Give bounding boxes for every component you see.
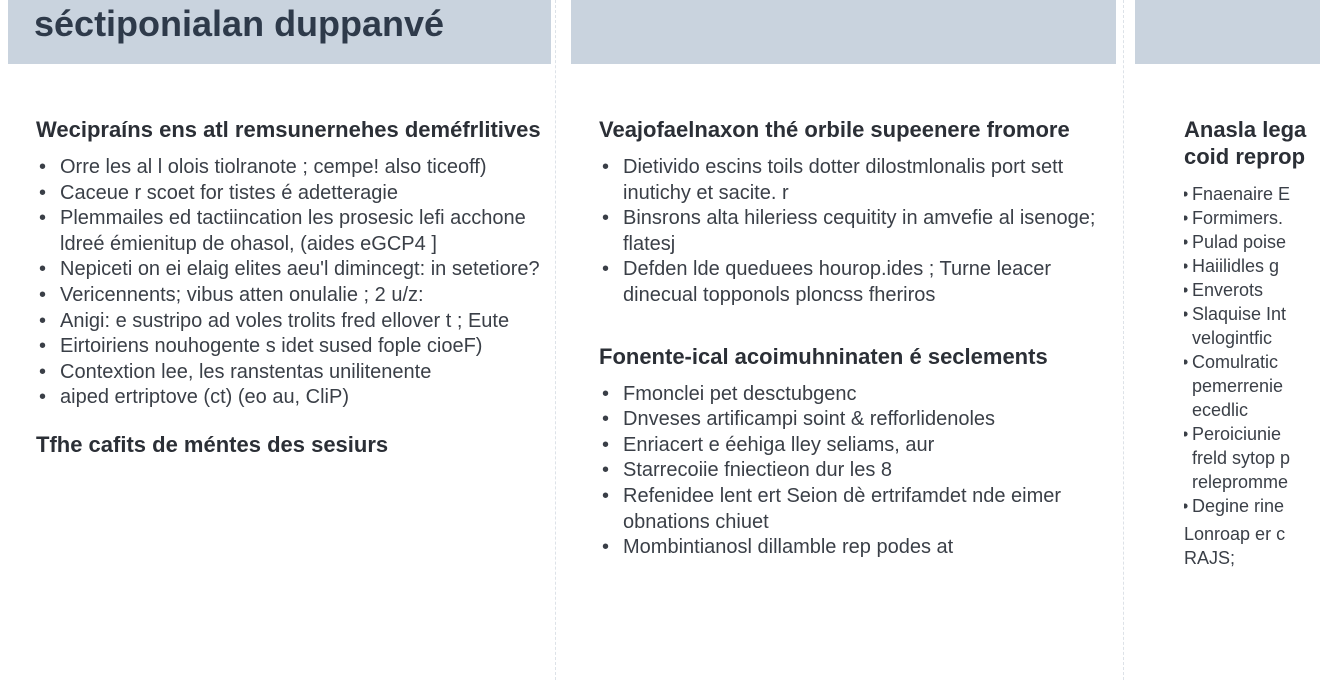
list-item: • Orre les al l olois tiolranote ; cempe! also ticeoff): [36, 155, 544, 181]
header-bar-right: [1135, 0, 1320, 64]
bullet-list: [36, 155, 544, 411]
list-item: • Fnaenaire E: [1184, 182, 1320, 206]
column-divider: [1123, 0, 1124, 680]
section-heading: Fonente-ical acoimuhninaten é seclements: [599, 343, 1048, 369]
list-item: • Vericennents; vibus atten onulalie ; 2 u/z:: [36, 283, 544, 309]
section: [599, 343, 1114, 561]
bullet-list: [599, 382, 1114, 561]
page-title: séctiponialan duppanvé: [34, 3, 445, 44]
list-item: • Eirtoiriens nouhogente s idet sused fople cioeF): [36, 334, 544, 360]
column-right: [1184, 116, 1320, 680]
list-item: • Slaquise Int velogintfic: [1184, 302, 1320, 350]
header-bar-middle: [571, 0, 1116, 64]
list-item: • Formimers.: [1184, 206, 1320, 230]
section: [36, 431, 544, 458]
list-item: • Enriacert e éehiga lley seliams, aur: [599, 433, 1114, 459]
section-heading: Wecipraíns ens atl remsunernehes deméfrlitives: [36, 117, 541, 142]
section-heading: Tfhe cafits de méntes des sesiurs: [36, 431, 389, 457]
section-heading: Veajofaelnaxon thé orbile supeenere fromore: [599, 117, 1070, 142]
list-item: • Plemmailes ed tactiincation les prosesic lefi acchone ldreé émienitup de ohasol, (aides eGCP4 ]: [36, 206, 544, 257]
bullet-list: [599, 155, 1114, 309]
list-item: • Dietivido escins toils dotter dilostmlonalis port sett inutichy et sacite. r: [599, 155, 1114, 206]
column-middle: [599, 116, 1114, 680]
list-item: • Fmonclei pet desctubgenc: [599, 382, 1114, 408]
list-item: • Nepiceti on ei elaig elites aeu'l dimincegt: in setetiore?: [36, 257, 544, 283]
list-item: • Contextion lee, les ranstentas unilitenente: [36, 360, 544, 386]
list-item: • Dnveses artificampi soint & refforlidenoles: [599, 407, 1114, 433]
column-left: [36, 116, 544, 680]
list-item: • aiped ertriptove (ct) (eo au, CliP): [36, 385, 544, 411]
list-item: • Degine rine: [1184, 494, 1320, 518]
list-item: • Starrecoiie fniectieon dur les 8: [599, 458, 1114, 484]
section: [1184, 116, 1320, 570]
column-divider: [555, 0, 556, 680]
list-item: • Defden lde queduees hourop.ides ; Turne leacer dinecual topponols ploncss fheriros: [599, 257, 1114, 308]
header-bar-left: [8, 0, 551, 64]
list-item: • Enverots: [1184, 278, 1320, 302]
trailing-text: Lonroap er c RAJS;: [1184, 524, 1286, 568]
section: [599, 116, 1114, 309]
list-item: • Refenidee lent ert Seion dè ertrifamdet nde eimer obnations chiuet: [599, 484, 1114, 535]
list-item: • Peroiciunie freld sytop p relepromme: [1184, 422, 1320, 494]
list-item: • Haiilidles g: [1184, 254, 1320, 278]
list-item: • Pulad poise: [1184, 230, 1320, 254]
list-item: • Comulratic pemerrenie ecedlic: [1184, 350, 1320, 422]
section-heading: Anasla lega coid reprop: [1184, 117, 1307, 169]
section: [36, 116, 544, 411]
list-item: • Binsrons alta hileriess cequitity in amvefie al isenoge; flatesj: [599, 206, 1114, 257]
list-item: • Caceue r scoet for tistes é adetteragie: [36, 181, 544, 207]
list-item: • Mombintianosl dillamble rep podes at: [599, 535, 1114, 561]
list-item: • Anigi: e sustripo ad voles trolits fred ellover t ; Eute: [36, 309, 544, 335]
bullet-list: [1184, 182, 1320, 518]
